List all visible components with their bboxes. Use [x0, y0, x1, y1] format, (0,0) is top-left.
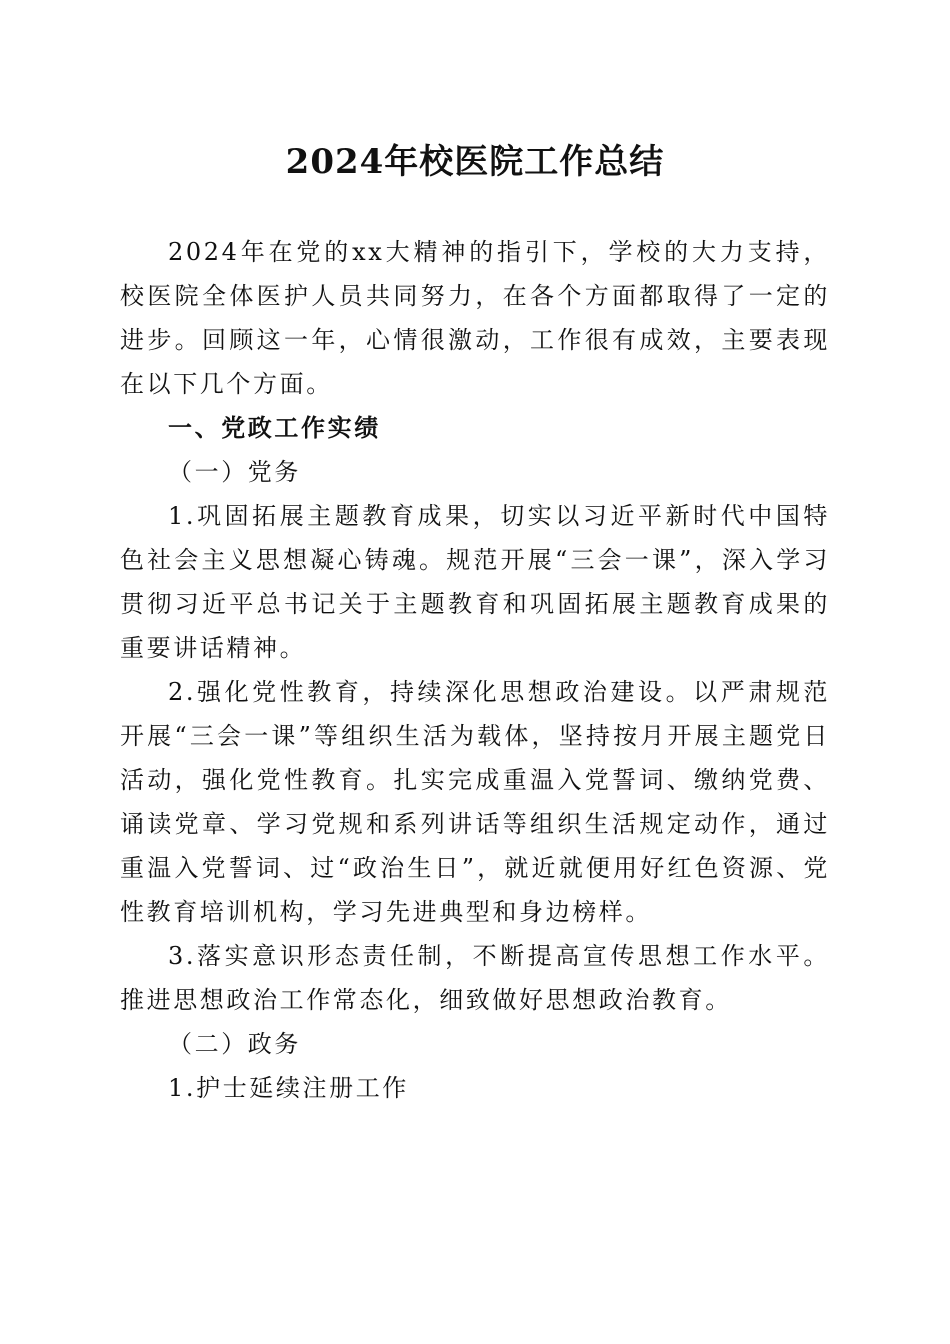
party-affairs-item-2: 2.强化党性教育，持续深化思想政治建设。以严肃规范开展“三会一课”等组织生活为载体，坚持按月开展主题党日活动，强化党性教育。扎实完成重温入党誓词、缴纳党费、诵读党章、学习党规和系列讲话等组织生活规定动作，通过重温入党誓词、过“政治生日”，就近就便用好红色资源、党性教育培训机构，学习先进典型和身边榜样。 — [120, 678, 830, 926]
document-title: 2024年校医院工作总结 — [285, 142, 665, 182]
subsection-heading-government-affairs: （二）政务 — [168, 1030, 301, 1058]
section-heading-party-government: 一、党政工作实绩 — [168, 413, 381, 442]
party-affairs-item-1: 1.巩固拓展主题教育成果，切实以习近平新时代中国特色社会主义思想凝心铸魂。规范开展“三会一课”，深入学习贯彻习近平总书记关于主题教育和巩固拓展主题教育成果的重要讲话精神。 — [120, 502, 830, 662]
subsection-heading-party-affairs: （一）党务 — [168, 458, 301, 486]
intro-paragraph: 2024年在党的xx大精神的指引下，学校的大力支持，校医院全体医护人员共同努力，在各个方面都取得了一定的进步。回顾这一年，心情很激动，工作很有成效，主要表现在以下几个方面。 — [120, 238, 830, 398]
government-affairs-item-1: 1.护士延续注册工作 — [168, 1074, 409, 1102]
party-affairs-item-3: 3.落实意识形态责任制，不断提高宣传思想工作水平。推进思想政治工作常态化，细致做好思想政治教育。 — [120, 942, 830, 1014]
document-body — [120, 230, 830, 1110]
